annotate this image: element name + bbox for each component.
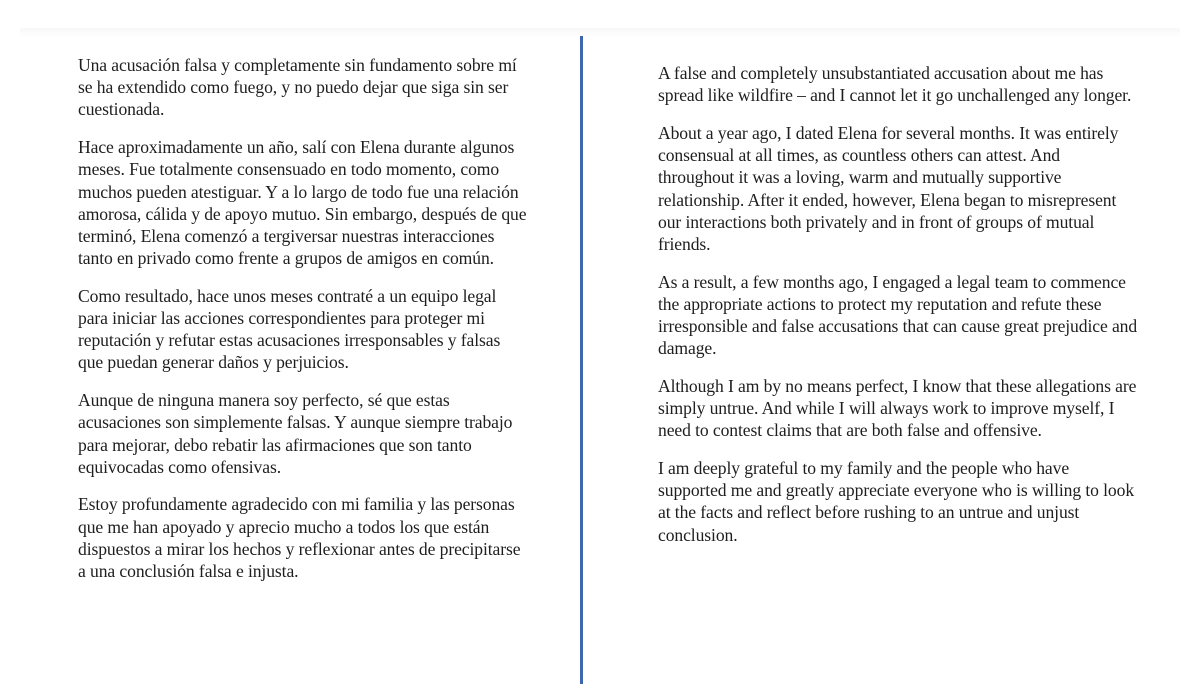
spanish-paragraph-2: Hace aproximadamente un año, salí con Elena durante algunos meses. Fue totalmente consensuado en todo momento, como muchos pueden atestiguar. Y a lo largo de todo fue una relación amorosa, cálida y de apoyo mutuo. Sin embargo, después de que terminó, Elena comenzó a tergiversar nuestras interacciones tanto en privado como frente a grupos de amigos en común.: [78, 137, 527, 269]
top-shadow-band: [20, 28, 1180, 38]
english-paragraph-2: About a year ago, I dated Elena for several months. It was entirely consensual at all times, as countless others can attest. And throughout it was a loving, warm and mutually supportive relationship. After it ended, however, Elena began to misrepresent our interactions both privately and in front of groups of mutual friends.: [658, 122, 1119, 254]
column-divider: [580, 36, 583, 684]
english-paragraph-3: As a result, a few months ago, I engaged a legal team to commence the appropriate actions to protect my reputation and refute these irresponsible and false accusations that can cause great prejudice and damage.: [658, 271, 1138, 359]
spanish-paragraph-4: Aunque de ninguna manera soy perfecto, sé que estas acusaciones son simplemente falsas. Y aunque siempre trabajo para mejorar, debo rebatir las afirmaciones que son tanto equivocadas como ofensivas.: [78, 390, 513, 477]
english-paragraph-1: A false and completely unsubstantiated accusation about me has spread like wildfire – and I cannot let it go unchallenged any longer.: [658, 63, 1132, 106]
spanish-column: [78, 54, 528, 598]
english-column: [658, 62, 1138, 561]
spanish-paragraph-3: Como resultado, hace unos meses contraté a un equipo legal para iniciar las acciones correspondientes para proteger mi reputación y refutar estas acusaciones irresponsables y falsas que puedan generar daños y perjuicios.: [78, 285, 501, 373]
spanish-paragraph-1: Una acusación falsa y completamente sin fundamento sobre mí se ha extendido como fuego, y no puedo dejar que siga sin ser cuestionada.: [78, 55, 517, 120]
spanish-paragraph-5: Estoy profundamente agradecido con mi familia y las personas que me han apoyado y aprecio mucho a todos los que están dispuestos a mirar los hechos y reflexionar antes de precipitarse a una conclusión falsa e injusta.: [78, 494, 521, 582]
english-paragraph-4: Although I am by no means perfect, I know that these allegations are simply untrue. And while I will always work to improve myself, I need to contest claims that are both false and offensive.: [658, 375, 1137, 441]
english-paragraph-5: I am deeply grateful to my family and the people who have supported me and greatly appreciate everyone who is willing to look at the facts and reflect before rushing to an untrue and unjust conclusion.: [658, 458, 1135, 545]
